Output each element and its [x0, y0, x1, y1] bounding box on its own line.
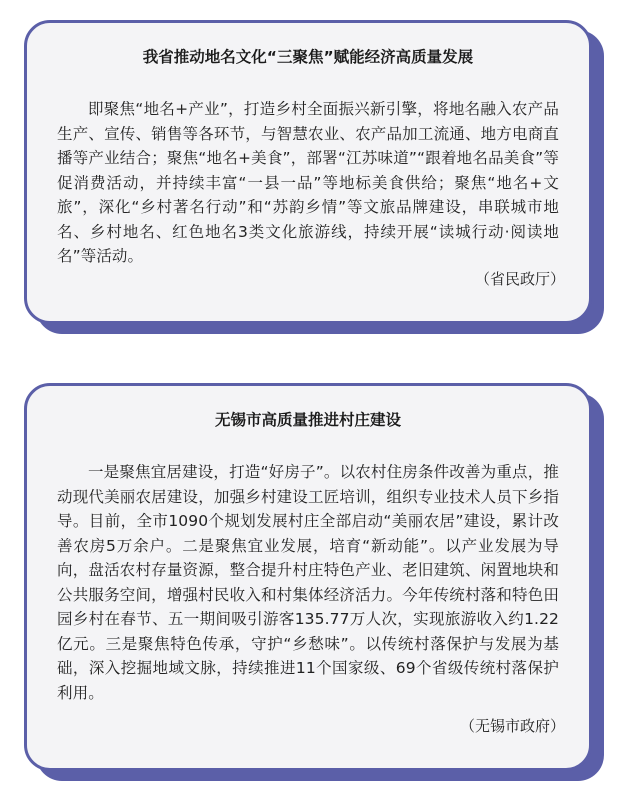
card-body: 即聚焦“地名+产业”，打造乡村全面振兴新引擎，将地名融入农产品生产、宣传、销售等各环节，与智慧农业、农产品加工流通、地方电商直播等产业结合；聚焦“地名+美食”，部署“江苏味道”“跟着地名品美食”等促消费活动，并持续丰富“一县一品”等地标美食供给；聚焦“地名+文旅”，深化“乡村著名行动”和“苏韵乡情”等文旅品牌建设，串联城市地名、乡村地名、红色地名3类文化旅游线，持续开展“读城行动·阅读地名”等活动。 — [57, 100, 559, 265]
card-panel — [24, 20, 592, 324]
news-card-wuxi — [24, 383, 592, 771]
card-source: （无锡市政府） — [459, 717, 565, 735]
news-card-provincial — [24, 20, 592, 324]
card-body: 一是聚焦宜居建设，打造“好房子”。以农村住房条件改善为重点，推动现代美丽农居建设，加强乡村建设工匠培训，组织专业技术人员下乡指导。目前，全市1090个规划发展村庄全部启动“美丽农居”建设，累计改善农房5万余户。二是聚焦宜业发展，培育“新动能”。以产业发展为导向，盘活农村存量资源，整合提升村庄特色产业、老旧建筑、闲置地块和公共服务空间，增强村民收入和村集体经济活力。今年传统村落和特色田园乡村在春节、五一期间吸引游客135.77万人次，实现旅游收入约1.22亿元。三是聚焦特色传承，守护“乡愁味”。以传统村落保护与发展为基础，深入挖掘地域文脉，持续推进11个国家级、69个省级传统村落保护利用。 — [57, 463, 559, 702]
card-title: 我省推动地名文化“三聚焦”赋能经济高质量发展 — [142, 48, 474, 66]
card-panel — [24, 383, 592, 771]
card-source: （省民政厅） — [474, 270, 565, 288]
card-title: 无锡市高质量推进村庄建设 — [214, 411, 401, 429]
